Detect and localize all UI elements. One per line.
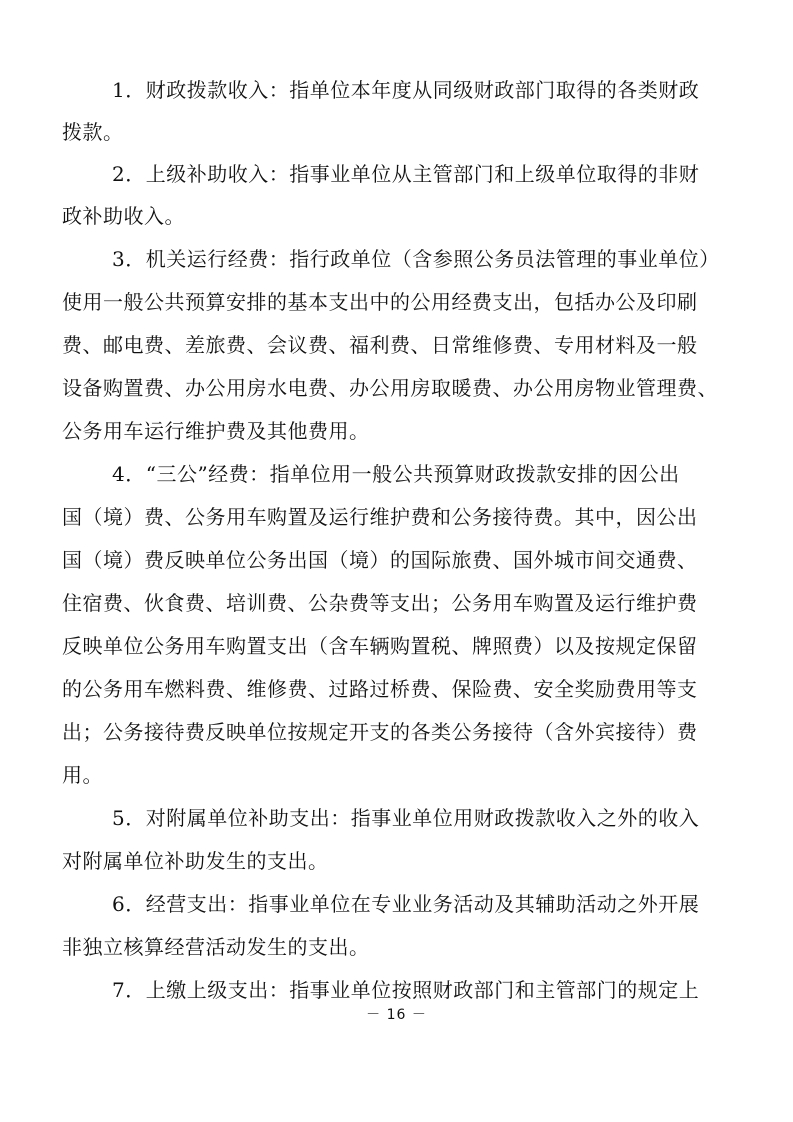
paragraph-4-line-8: 用。 xyxy=(62,763,103,787)
paragraph-6-line-2: 非独立核算经营活动发生的支出。 xyxy=(62,935,370,959)
paragraph-3-line-3: 费、邮电费、差旅费、会议费、福利费、日常维修费、专用材料及一般 xyxy=(62,333,698,357)
paragraph-4-line-3: 国（境）费反映单位公务出国（境）的国际旅费、国外城市间交通费、 xyxy=(62,548,698,572)
paragraph-2-line-2: 政补助收入。 xyxy=(62,204,185,228)
paragraph-1-line-2: 拨款。 xyxy=(62,120,124,144)
paragraph-5-line-1: 5．对附属单位补助支出：指事业单位用财政拨款收入之外的收入 xyxy=(112,806,700,830)
page-number: － 16 － xyxy=(366,1007,427,1023)
paragraph-4-line-2: 国（境）费、公务用车购置及运行维护费和公务接待费。其中，因公出 xyxy=(62,505,698,529)
paragraph-4-line-5: 反映单位公务用车购置支出（含车辆购置税、牌照费）以及按规定保留 xyxy=(62,634,698,658)
paragraph-7-line-1: 7．上缴上级支出：指事业单位按照财政部门和主管部门的规定上 xyxy=(112,978,700,1002)
paragraph-6-line-1: 6．经营支出：指事业单位在专业业务活动及其辅助活动之外开展 xyxy=(112,892,700,916)
paragraph-3-line-5: 公务用车运行维护费及其他费用。 xyxy=(62,419,370,443)
paragraph-4-line-6: 的公务用车燃料费、维修费、过路过桥费、保险费、安全奖励费用等支 xyxy=(62,677,698,701)
paragraph-3-line-1: 3．机关运行经费：指行政单位（含参照公务员法管理的事业单位） xyxy=(112,247,720,271)
paragraph-4-line-7: 出；公务接待费反映单位按规定开支的各类公务接待（含外宾接待）费 xyxy=(62,720,698,744)
paragraph-3-line-2: 使用一般公共预算安排的基本支出中的公用经费支出，包括办公及印刷 xyxy=(62,290,698,314)
paragraph-4-line-1: 4．“三公”经费：指单位用一般公共预算财政拨款安排的因公出 xyxy=(112,462,680,486)
paragraph-3-line-4: 设备购置费、办公用房水电费、办公用房取暖费、办公用房物业管理费、 xyxy=(62,376,718,400)
paragraph-1-line-1: 1．财政拨款收入：指单位本年度从同级财政部门取得的各类财政 xyxy=(112,78,700,102)
paragraph-5-line-2: 对附属单位补助发生的支出。 xyxy=(62,849,329,873)
paragraph-2-line-1: 2．上级补助收入：指事业单位从主管部门和上级单位取得的非财 xyxy=(112,162,700,186)
paragraph-4-line-4: 住宿费、伙食费、培训费、公杂费等支出；公务用车购置及运行维护费 xyxy=(62,591,698,615)
